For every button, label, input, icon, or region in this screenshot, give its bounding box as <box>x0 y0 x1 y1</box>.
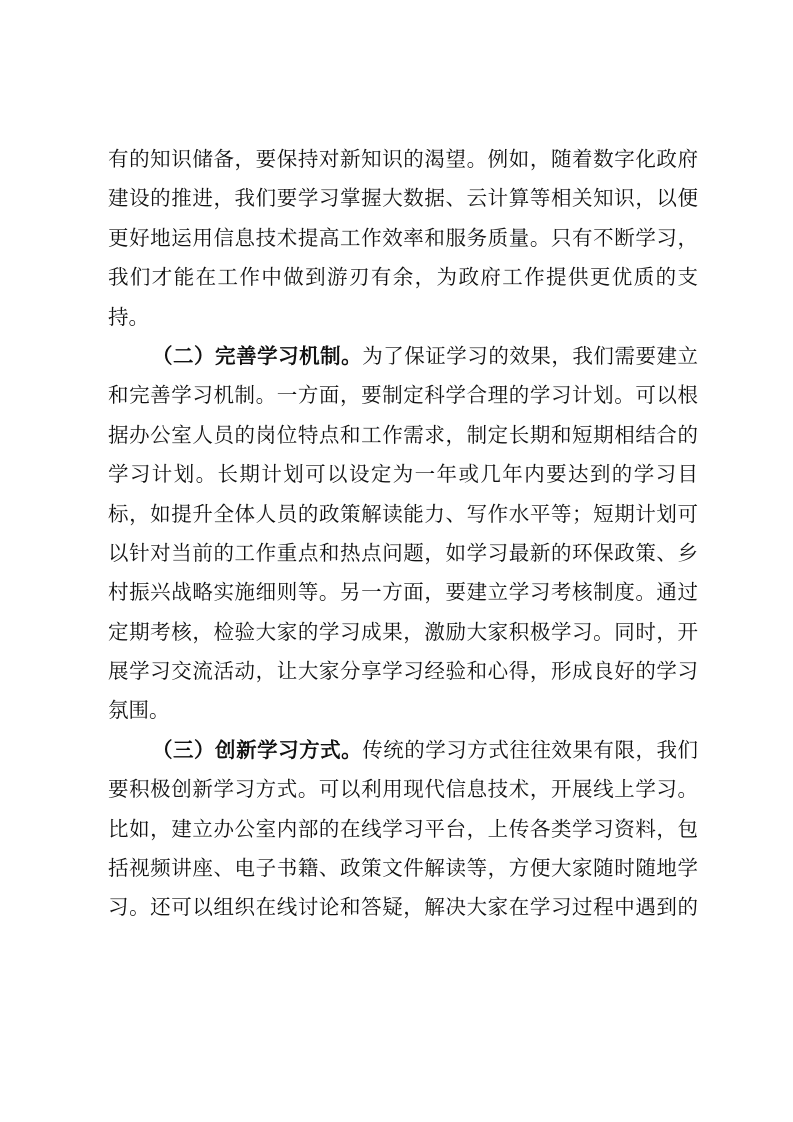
text-line: 比如，建立办公室内部的在线学习平台，上传各类学习资料，包 <box>108 816 698 841</box>
paragraph-first-line <box>108 731 698 770</box>
text-line: 更好地运用信息技术提高工作效率和服务质量。只有不断学习， <box>108 225 698 250</box>
text-line: 以针对当前的工作重点和热点问题，如学习最新的环保政策、乡 <box>108 540 698 565</box>
text-line: 定期考核，检验大家的学习成果，激励大家积极学习。同时，开 <box>108 619 698 644</box>
text-line: 有的知识储备，要保持对新知识的渴望。例如，随着数字化政府 <box>108 147 698 171</box>
paragraph-learning-methods <box>108 731 698 928</box>
section-heading: （二）完善学习机制。 <box>152 343 363 368</box>
text-line: 据办公室人员的岗位特点和工作需求，制定长期和短期相结合的 <box>108 422 698 447</box>
text-line: 村振兴战略实施细则等。另一方面，要建立学习考核制度。通过 <box>108 580 698 605</box>
text-line: 建设的推进，我们要学习掌握大数据、云计算等相关知识，以便 <box>108 186 698 211</box>
text-line: 学习计划。长期计划可以设定为一年或几年内要达到的学习目 <box>108 462 698 487</box>
body-text <box>108 140 698 928</box>
section-heading: （三）创新学习方式。 <box>152 737 363 762</box>
text-line: 标，如提升全体人员的政策解读能力、写作水平等；短期计划可 <box>108 501 698 526</box>
text-line: 展学习交流活动，让大家分享学习经验和心得，形成良好的学习 <box>108 659 698 684</box>
text-line: 要积极创新学习方式。可以利用现代信息技术，开展线上学习。 <box>108 777 698 802</box>
text-line: 括视频讲座、电子书籍、政策文件解读等，方便大家随时随地学 <box>108 856 698 881</box>
text-run: 为了保证学习的效果，我们需要建立 <box>362 343 698 368</box>
text-line: 习。还可以组织在线讨论和答疑，解决大家在学习过程中遇到的 <box>108 895 698 920</box>
text-line: 和完善学习机制。一方面，要制定科学合理的学习计划。可以根 <box>108 383 698 408</box>
text-line: 我们才能在工作中做到游刃有余，为政府工作提供更优质的支 <box>108 265 698 290</box>
paragraph-learning-mechanism <box>108 337 698 731</box>
paragraph-first-line <box>108 337 698 376</box>
paragraph-knowledge-reserve <box>108 140 698 337</box>
text-run: 传统的学习方式往往效果有限，我们 <box>362 737 698 762</box>
text-line: 氛围。 <box>108 698 170 723</box>
text-line: 持。 <box>108 304 149 329</box>
